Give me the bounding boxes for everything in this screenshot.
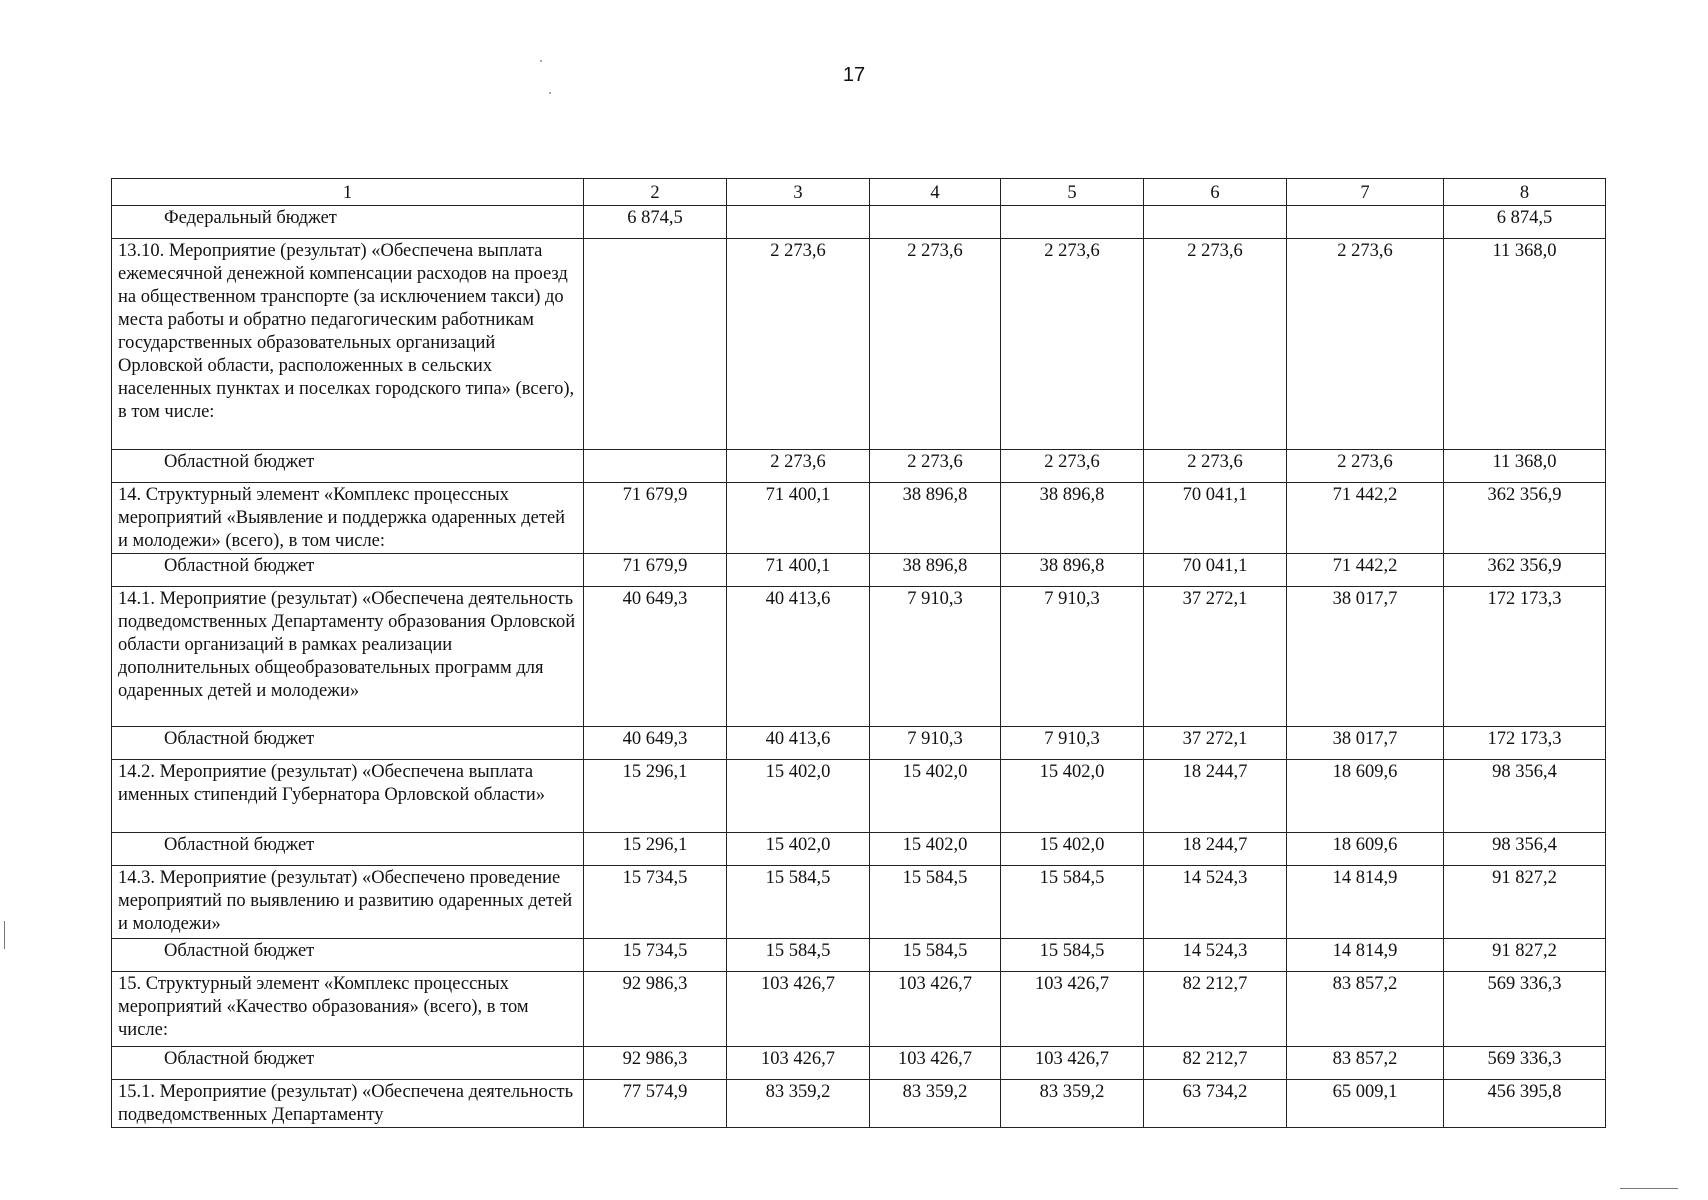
budget-source-label: Областной бюджет	[112, 554, 584, 587]
value-cell-col-2: 15 734,5	[584, 866, 727, 939]
table-row	[112, 972, 1606, 1047]
value-cell-col-8: 362 356,9	[1444, 483, 1606, 554]
item-description: 13.10. Мероприятие (результат) «Обеспечена выплата ежемесячной денежной компенсации расходов на проезд на общественном транспорте (за исключением такси) до места работы и обратно педагогическим работникам государственных образовательных организаций Орловской области, расположенных в сельских населенных пунктах и поселках городского типа» (всего), в том числе:	[112, 239, 584, 450]
budget-source-label: Областной бюджет	[112, 450, 584, 483]
value-cell-col-4: 15 402,0	[870, 833, 1001, 866]
value-cell-col-8: 98 356,4	[1444, 833, 1606, 866]
value-cell-col-6: 70 041,1	[1144, 483, 1287, 554]
column-header: 1	[112, 179, 584, 206]
column-header: 5	[1001, 179, 1144, 206]
value-cell-col-4: 38 896,8	[870, 483, 1001, 554]
value-cell-col-4: 15 402,0	[870, 760, 1001, 833]
table-row	[112, 554, 1606, 587]
value-cell-col-3: 71 400,1	[727, 554, 870, 587]
value-cell-col-2: 71 679,9	[584, 554, 727, 587]
value-cell-col-2: 15 296,1	[584, 833, 727, 866]
value-cell-col-5: 103 426,7	[1001, 972, 1144, 1047]
item-description: 15. Структурный элемент «Комплекс процессных мероприятий «Качество образования» (всего), в том числе:	[112, 972, 584, 1047]
table-row	[112, 1080, 1606, 1128]
value-cell-col-2: 6 874,5	[584, 206, 727, 239]
value-cell-col-3: 15 402,0	[727, 833, 870, 866]
value-cell-col-8: 11 368,0	[1444, 450, 1606, 483]
value-cell-col-5: 2 273,6	[1001, 450, 1144, 483]
value-cell-col-8: 11 368,0	[1444, 239, 1606, 450]
budget-source-label: Областной бюджет	[112, 1047, 584, 1080]
table-row	[112, 727, 1606, 760]
value-cell-col-5: 38 896,8	[1001, 554, 1144, 587]
value-cell-col-4: 2 273,6	[870, 450, 1001, 483]
value-cell-col-2: 15 296,1	[584, 760, 727, 833]
scan-mark	[1620, 1188, 1678, 1189]
budget-source-label: Федеральный бюджет	[112, 206, 584, 239]
value-cell-col-8: 456 395,8	[1444, 1080, 1606, 1128]
value-cell-col-5: 7 910,3	[1001, 587, 1144, 727]
value-cell-col-3: 2 273,6	[727, 239, 870, 450]
value-cell-col-7	[1287, 206, 1444, 239]
value-cell-col-3	[727, 206, 870, 239]
value-cell-col-8: 98 356,4	[1444, 760, 1606, 833]
value-cell-col-5: 15 584,5	[1001, 939, 1144, 972]
scan-speck	[549, 92, 551, 94]
value-cell-col-8: 91 827,2	[1444, 866, 1606, 939]
value-cell-col-2	[584, 450, 727, 483]
scan-speck	[540, 60, 542, 62]
value-cell-col-6: 82 212,7	[1144, 972, 1287, 1047]
value-cell-col-7: 65 009,1	[1287, 1080, 1444, 1128]
value-cell-col-8: 362 356,9	[1444, 554, 1606, 587]
budget-table	[111, 178, 1606, 1128]
value-cell-col-5: 15 402,0	[1001, 760, 1144, 833]
value-cell-col-6: 18 244,7	[1144, 760, 1287, 833]
item-description: 14. Структурный элемент «Комплекс процессных мероприятий «Выявление и поддержка одаренных детей и молодежи» (всего), в том числе:	[112, 483, 584, 554]
value-cell-col-7: 2 273,6	[1287, 450, 1444, 483]
table-row	[112, 1047, 1606, 1080]
value-cell-col-4: 7 910,3	[870, 587, 1001, 727]
value-cell-col-7: 14 814,9	[1287, 866, 1444, 939]
value-cell-col-6: 14 524,3	[1144, 939, 1287, 972]
value-cell-col-5: 2 273,6	[1001, 239, 1144, 450]
value-cell-col-7: 2 273,6	[1287, 239, 1444, 450]
value-cell-col-5	[1001, 206, 1144, 239]
value-cell-col-8: 6 874,5	[1444, 206, 1606, 239]
column-header: 2	[584, 179, 727, 206]
value-cell-col-6: 37 272,1	[1144, 727, 1287, 760]
value-cell-col-7: 71 442,2	[1287, 554, 1444, 587]
page-number: 17	[842, 64, 866, 86]
value-cell-col-7: 14 814,9	[1287, 939, 1444, 972]
table-row	[112, 450, 1606, 483]
value-cell-col-4: 103 426,7	[870, 972, 1001, 1047]
value-cell-col-2: 92 986,3	[584, 972, 727, 1047]
value-cell-col-5: 15 584,5	[1001, 866, 1144, 939]
value-cell-col-6: 37 272,1	[1144, 587, 1287, 727]
value-cell-col-2: 40 649,3	[584, 587, 727, 727]
budget-source-label: Областной бюджет	[112, 833, 584, 866]
value-cell-col-3: 40 413,6	[727, 587, 870, 727]
table-row	[112, 239, 1606, 450]
value-cell-col-8: 91 827,2	[1444, 939, 1606, 972]
value-cell-col-3: 15 402,0	[727, 760, 870, 833]
value-cell-col-4	[870, 206, 1001, 239]
value-cell-col-5: 38 896,8	[1001, 483, 1144, 554]
value-cell-col-6	[1144, 206, 1287, 239]
budget-source-label: Областной бюджет	[112, 727, 584, 760]
value-cell-col-3: 71 400,1	[727, 483, 870, 554]
value-cell-col-4: 38 896,8	[870, 554, 1001, 587]
value-cell-col-2	[584, 239, 727, 450]
value-cell-col-3: 2 273,6	[727, 450, 870, 483]
value-cell-col-7: 38 017,7	[1287, 727, 1444, 760]
value-cell-col-8: 569 336,3	[1444, 1047, 1606, 1080]
value-cell-col-3: 103 426,7	[727, 972, 870, 1047]
value-cell-col-6: 14 524,3	[1144, 866, 1287, 939]
value-cell-col-2: 92 986,3	[584, 1047, 727, 1080]
scan-mark	[4, 921, 5, 949]
value-cell-col-6: 63 734,2	[1144, 1080, 1287, 1128]
item-description: 14.2. Мероприятие (результат) «Обеспечена выплата именных стипендий Губернатора Орловской области»	[112, 760, 584, 833]
value-cell-col-4: 103 426,7	[870, 1047, 1001, 1080]
table-row	[112, 587, 1606, 727]
value-cell-col-2: 71 679,9	[584, 483, 727, 554]
item-description: 14.1. Мероприятие (результат) «Обеспечена деятельность подведомственных Департаменту образования Орловской области организаций в рамках реализации дополнительных общеобразовательных программ для одаренных детей и молодежи»	[112, 587, 584, 727]
value-cell-col-7: 83 857,2	[1287, 1047, 1444, 1080]
value-cell-col-3: 83 359,2	[727, 1080, 870, 1128]
column-header: 4	[870, 179, 1001, 206]
value-cell-col-6: 2 273,6	[1144, 239, 1287, 450]
budget-source-label: Областной бюджет	[112, 939, 584, 972]
table-row	[112, 833, 1606, 866]
value-cell-col-3: 15 584,5	[727, 939, 870, 972]
value-cell-col-7: 71 442,2	[1287, 483, 1444, 554]
value-cell-col-4: 15 584,5	[870, 939, 1001, 972]
value-cell-col-7: 38 017,7	[1287, 587, 1444, 727]
column-header: 6	[1144, 179, 1287, 206]
value-cell-col-4: 7 910,3	[870, 727, 1001, 760]
column-header: 3	[727, 179, 870, 206]
value-cell-col-5: 7 910,3	[1001, 727, 1144, 760]
header-row	[112, 179, 1606, 206]
value-cell-col-3: 103 426,7	[727, 1047, 870, 1080]
value-cell-col-2: 77 574,9	[584, 1080, 727, 1128]
value-cell-col-2: 15 734,5	[584, 939, 727, 972]
value-cell-col-8: 569 336,3	[1444, 972, 1606, 1047]
value-cell-col-4: 15 584,5	[870, 866, 1001, 939]
value-cell-col-6: 70 041,1	[1144, 554, 1287, 587]
value-cell-col-6: 18 244,7	[1144, 833, 1287, 866]
value-cell-col-8: 172 173,3	[1444, 727, 1606, 760]
value-cell-col-2: 40 649,3	[584, 727, 727, 760]
table-row	[112, 760, 1606, 833]
value-cell-col-3: 40 413,6	[727, 727, 870, 760]
value-cell-col-8: 172 173,3	[1444, 587, 1606, 727]
value-cell-col-6: 2 273,6	[1144, 450, 1287, 483]
value-cell-col-3: 15 584,5	[727, 866, 870, 939]
value-cell-col-6: 82 212,7	[1144, 1047, 1287, 1080]
value-cell-col-5: 103 426,7	[1001, 1047, 1144, 1080]
value-cell-col-7: 83 857,2	[1287, 972, 1444, 1047]
item-description: 15.1. Мероприятие (результат) «Обеспечена деятельность подведомственных Департаменту	[112, 1080, 584, 1128]
table-row	[112, 866, 1606, 939]
value-cell-col-4: 83 359,2	[870, 1080, 1001, 1128]
table-row	[112, 206, 1606, 239]
value-cell-col-5: 83 359,2	[1001, 1080, 1144, 1128]
table-body	[112, 206, 1606, 1128]
value-cell-col-5: 15 402,0	[1001, 833, 1144, 866]
column-header: 7	[1287, 179, 1444, 206]
column-header: 8	[1444, 179, 1606, 206]
table-row	[112, 939, 1606, 972]
value-cell-col-7: 18 609,6	[1287, 833, 1444, 866]
item-description: 14.3. Мероприятие (результат) «Обеспечено проведение мероприятий по выявлению и развитию одаренных детей и молодежи»	[112, 866, 584, 939]
value-cell-col-4: 2 273,6	[870, 239, 1001, 450]
table-row	[112, 483, 1606, 554]
value-cell-col-7: 18 609,6	[1287, 760, 1444, 833]
